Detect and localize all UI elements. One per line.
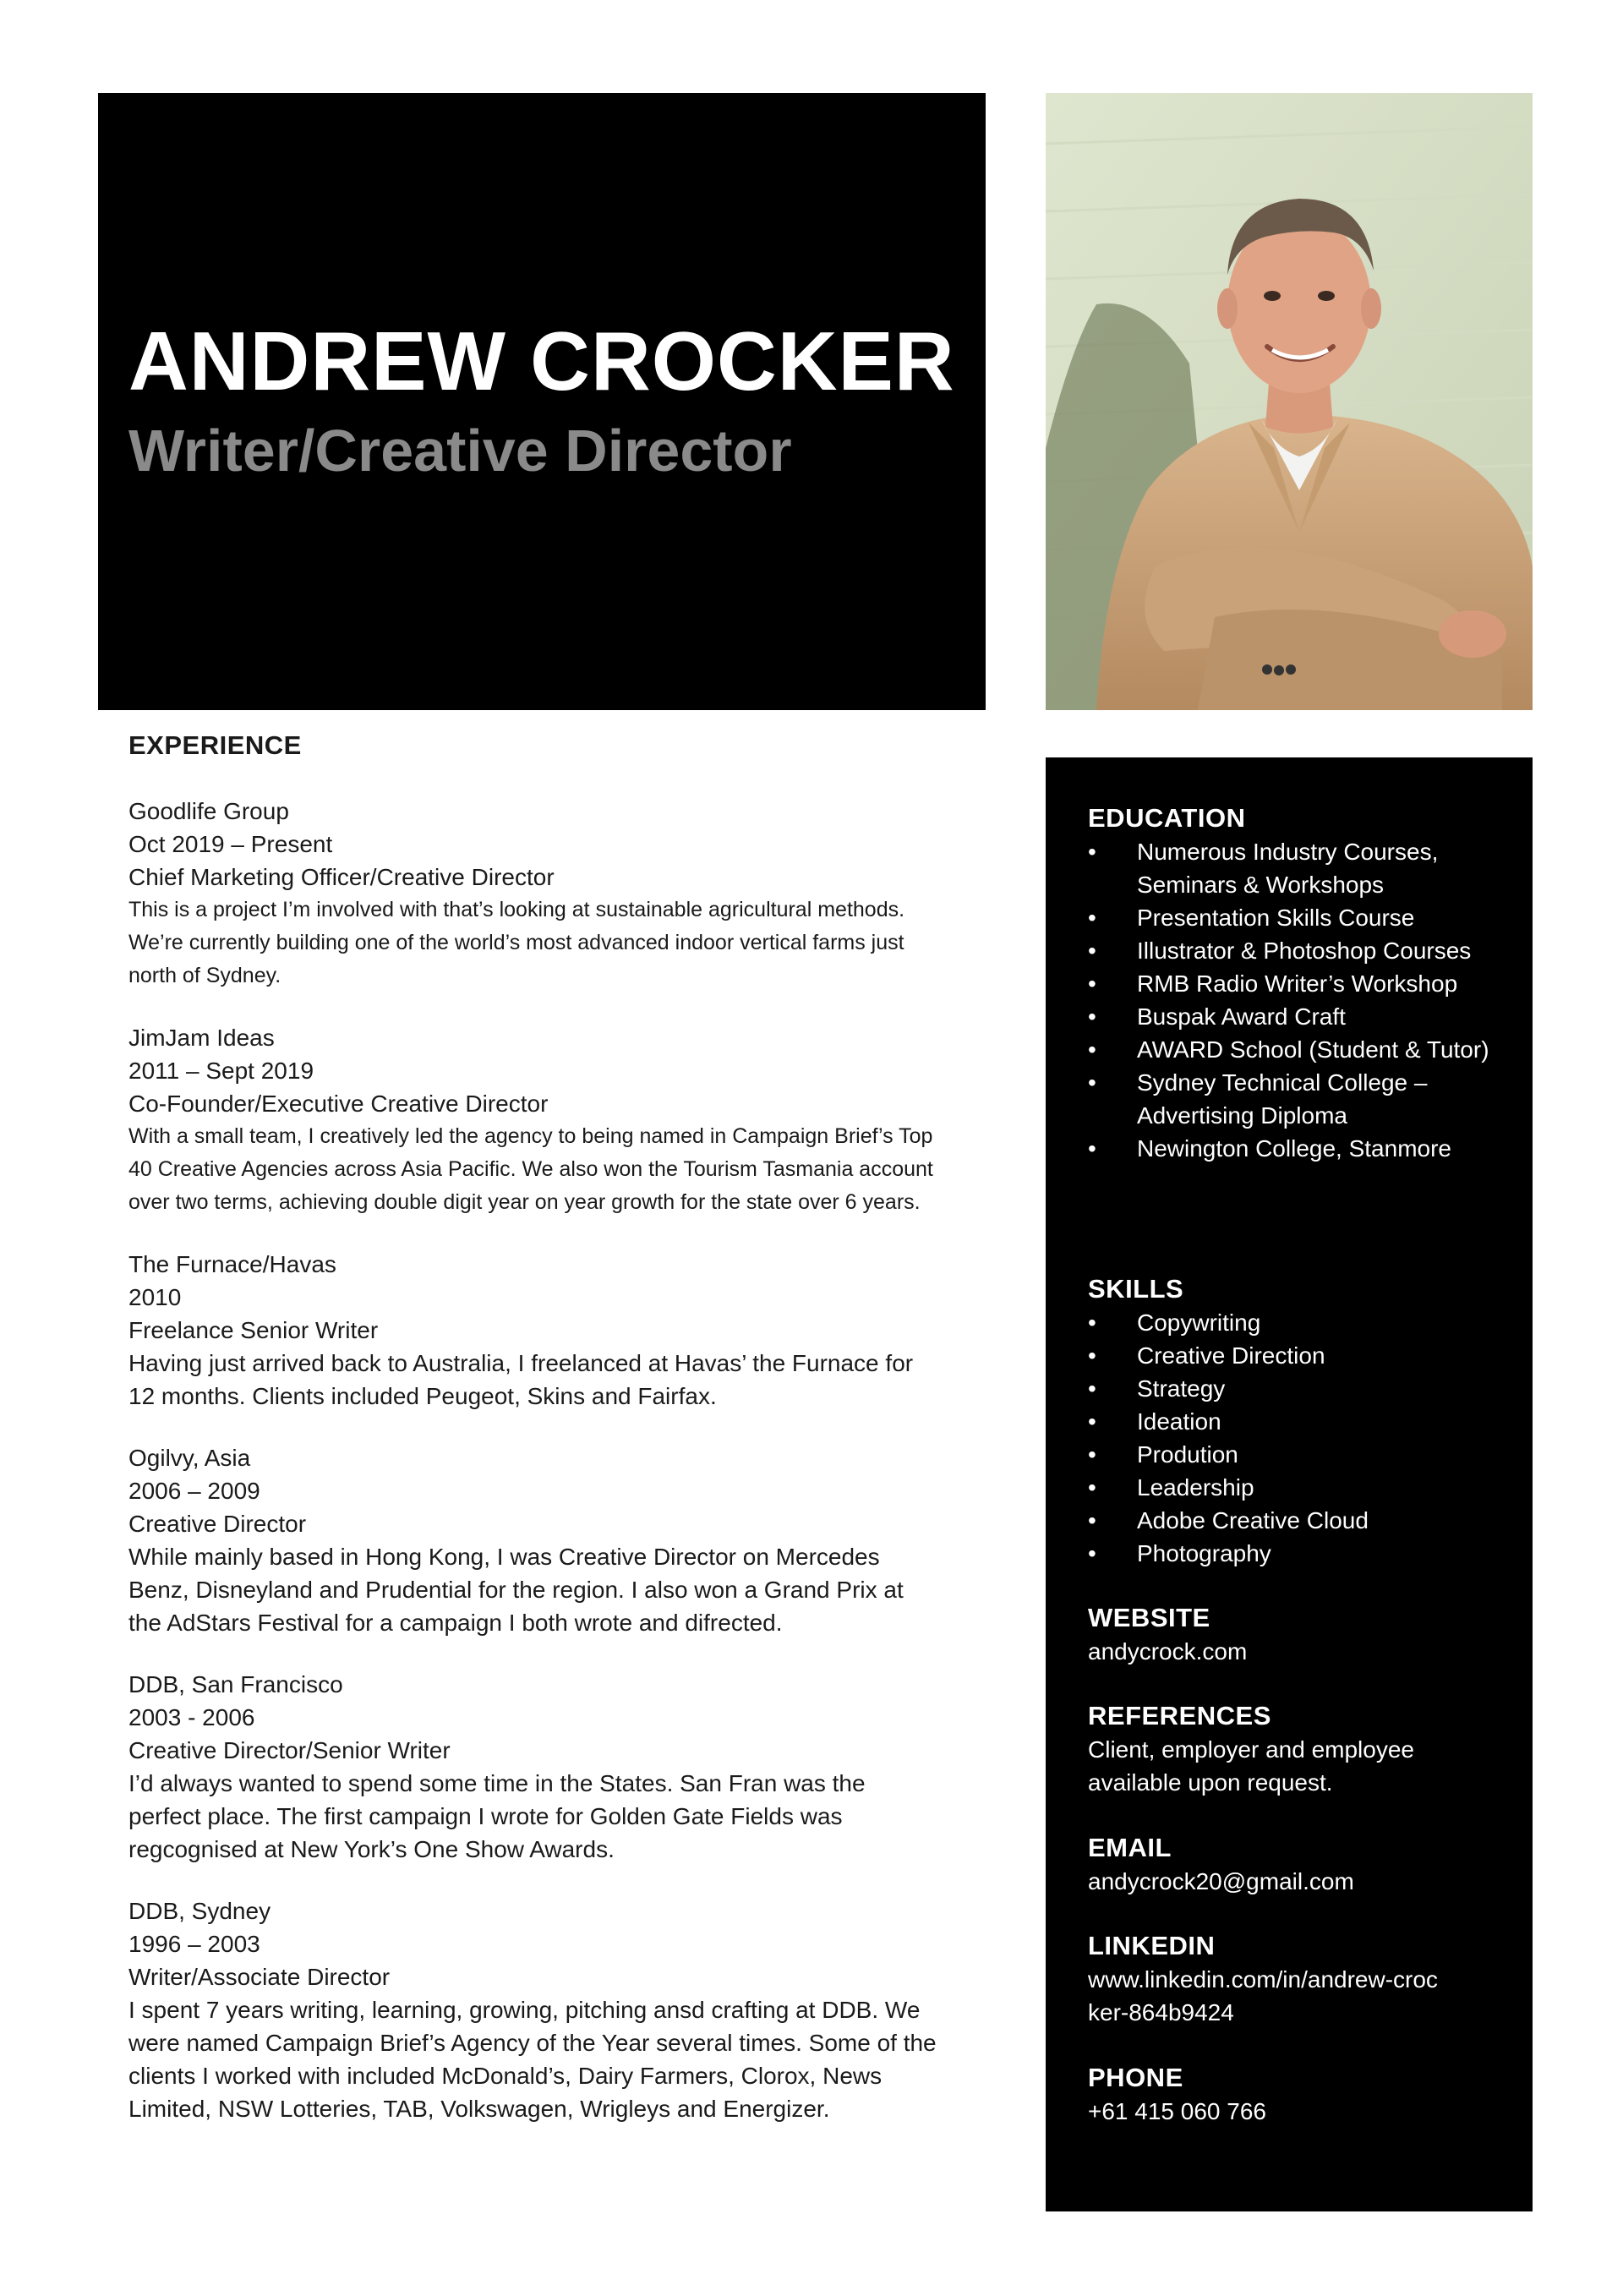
name-heading: ANDREW CROCKER: [128, 314, 955, 407]
skill-item: • Photography: [1088, 1537, 1519, 1570]
job-description: Having just arrived back to Australia, I freelanced at Havas’ the Furnace for 12 months. Clients included Peugeot, Skins and Fairfax.: [128, 1350, 914, 1409]
skill-item: • Prodution: [1088, 1438, 1519, 1471]
job-title: Freelance Senior Writer: [128, 1317, 379, 1343]
job-entry: [128, 1021, 940, 1219]
job-company: DDB, Sydney: [128, 1898, 271, 1924]
linkedin-section: [1088, 1929, 1519, 2029]
job-title: Writer/Associate Director: [128, 1964, 391, 1990]
education-item: • RMB Radio Writer’s Workshop: [1088, 967, 1519, 1000]
phone-number[interactable]: +61 415 060 766: [1088, 2098, 1266, 2124]
education-item: • AWARD School (Student & Tutor): [1088, 1033, 1519, 1066]
experience-heading: EXPERIENCE: [128, 730, 302, 760]
skill-item: • Copywriting: [1088, 1306, 1519, 1339]
job-entry: [128, 1668, 940, 1866]
linkedin-link[interactable]: www.linkedin.com/in/andrew-crocker-864b9424: [1088, 1966, 1438, 2025]
education-heading: EDUCATION: [1088, 803, 1246, 833]
education-item: • Sydney Technical College – Advertising Diploma: [1088, 1066, 1519, 1132]
education-item: • Illustrator & Photoshop Courses: [1088, 934, 1519, 967]
skill-item: • Ideation: [1088, 1405, 1519, 1438]
education-item: • Buspak Award Craft: [1088, 1000, 1519, 1033]
portrait-photo: [1046, 93, 1533, 710]
job-entry: [128, 1248, 940, 1413]
skills-list: [1088, 1306, 1519, 1570]
education-section: [1088, 801, 1519, 1165]
phone-section: [1088, 2061, 1519, 2128]
experience-list: [128, 795, 940, 2154]
skill-item: • Leadership: [1088, 1471, 1519, 1504]
job-description: This is a project I’m involved with that’s looking at sustainable agricultural methods. We’re currently building one of the world’s most advanced indoor vertical farms just north of Sydney.: [128, 898, 905, 987]
job-title: Creative Director: [128, 1511, 307, 1537]
website-heading: WEBSITE: [1088, 1603, 1210, 1632]
references-heading: REFERENCES: [1088, 1701, 1271, 1730]
website-section: [1088, 1601, 1519, 1668]
education-item: • Numerous Industry Courses, Seminars & Workshops: [1088, 835, 1519, 901]
job-dates: 2011 – Sept 2019: [128, 1058, 314, 1084]
job-dates: 2010: [128, 1284, 182, 1310]
sidebar-panel: [1046, 757, 1533, 2211]
job-dates: 2006 – 2009: [128, 1478, 260, 1504]
job-title: Chief Marketing Officer/Creative Director: [128, 864, 555, 890]
job-title: Creative Director/Senior Writer: [128, 1737, 451, 1763]
job-dates: 1996 – 2003: [128, 1931, 260, 1957]
job-description: While mainly based in Hong Kong, I was Creative Director on Mercedes Benz, Disneyland and Prudential for the region. I also won a Grand Prix at the AdStars Festival for a campaign I both wrote and difrected.: [128, 1544, 904, 1636]
linkedin-heading: LINKEDIN: [1088, 1931, 1216, 1960]
references-text: Client, employer and employee available upon request.: [1088, 1736, 1414, 1796]
job-dates: Oct 2019 – Present: [128, 831, 333, 857]
email-section: [1088, 1831, 1519, 1898]
job-entry: [128, 1894, 940, 2125]
education-item: • Presentation Skills Course: [1088, 901, 1519, 934]
job-company: Goodlife Group: [128, 798, 289, 824]
job-description: I spent 7 years writing, learning, growing, pitching ansd crafting at DDB. We were named Campaign Brief’s Agency of the Year several times. Some of the clients I worked with included McDonald’s, Dairy Farmers, Clorox, News Limited, NSW Lotteries, TAB, Volkswagen, Wrigleys and Energizer.: [128, 1997, 937, 2122]
website-link[interactable]: andycrock.com: [1088, 1638, 1248, 1665]
role-subheading: Writer/Creative Director: [128, 418, 792, 484]
skill-item: • Creative Direction: [1088, 1339, 1519, 1372]
skills-section: [1088, 1272, 1519, 1570]
job-entry: [128, 795, 940, 992]
job-company: Ogilvy, Asia: [128, 1445, 251, 1471]
skills-heading: SKILLS: [1088, 1274, 1184, 1304]
skill-item: • Strategy: [1088, 1372, 1519, 1405]
job-company: JimJam Ideas: [128, 1025, 275, 1051]
education-item: • Newington College, Stanmore: [1088, 1132, 1519, 1165]
references-section: [1088, 1699, 1519, 1799]
job-company: The Furnace/Havas: [128, 1251, 336, 1277]
job-description: With a small team, I creatively led the agency to being named in Campaign Brief’s Top 40 Creative Agencies across Asia Pacific. We also won the Tourism Tasmania account over two terms, achieving double digit year on year growth for the state over 6 years.: [128, 1124, 933, 1214]
education-list: [1088, 835, 1519, 1165]
email-link[interactable]: andycrock20@gmail.com: [1088, 1868, 1354, 1894]
phone-heading: PHONE: [1088, 2063, 1183, 2092]
skill-item: • Adobe Creative Cloud: [1088, 1504, 1519, 1537]
header-block: [98, 93, 986, 710]
job-title: Co-Founder/Executive Creative Director: [128, 1091, 549, 1117]
job-description: I’d always wanted to spend some time in the States. San Fran was the perfect place. The first campaign I wrote for Golden Gate Fields was regcognised at New York’s One Show Awards.: [128, 1770, 866, 1862]
job-dates: 2003 - 2006: [128, 1704, 255, 1730]
job-entry: [128, 1441, 940, 1639]
email-heading: EMAIL: [1088, 1833, 1172, 1862]
job-company: DDB, San Francisco: [128, 1671, 343, 1697]
